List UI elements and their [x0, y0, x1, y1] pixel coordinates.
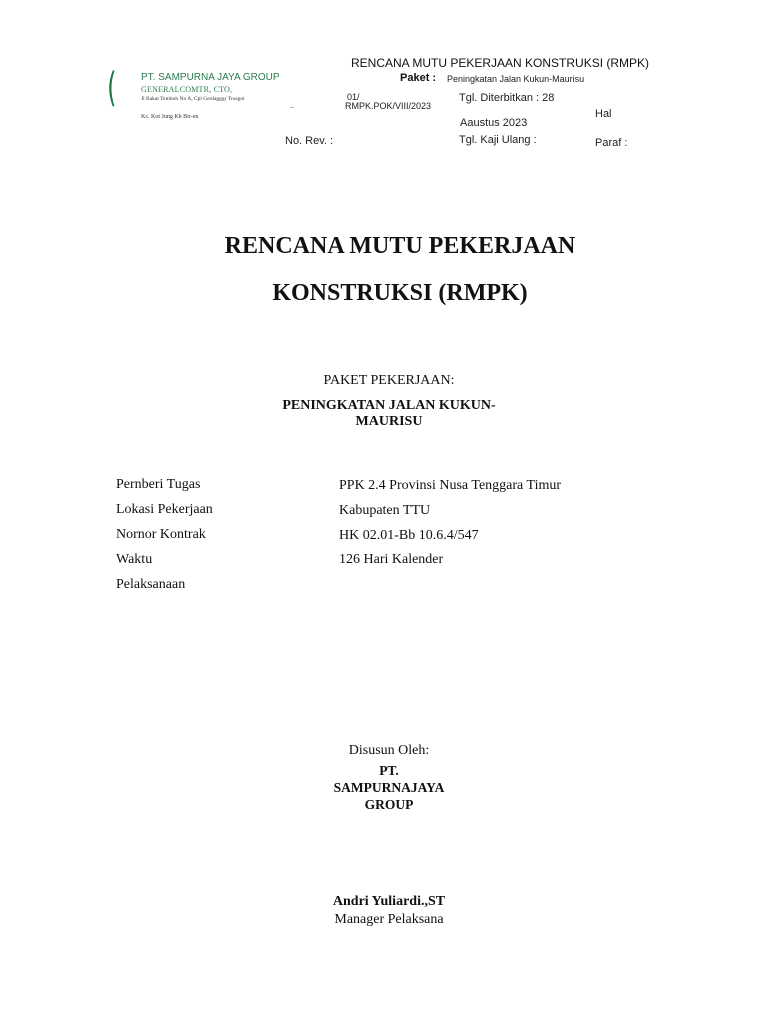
company-line-1: PT.: [379, 763, 399, 778]
header-page-label: Hal: [595, 108, 612, 120]
logo-company-name: PT. SAMPURNA JAYA GROUP: [141, 72, 280, 83]
header-dots: ..: [290, 101, 294, 110]
signer-role: Manager Pelaksana: [334, 912, 444, 927]
detail-label-lokasi: Lokasi Pekerjaan: [116, 502, 213, 517]
header-initials: Paraf :: [595, 137, 628, 149]
header-document-title: RENCANA MUTU PEKERJAAN KONSTRUKSI (RMPK): [351, 56, 650, 70]
header-paket-label: Paket :: [400, 72, 437, 84]
header-issue-date: Tgl. Diterbitkan : 28: [459, 92, 555, 104]
paket-pekerjaan-name: [0, 398, 768, 430]
paket-name-line-2: MAURISU: [355, 414, 423, 429]
header-issue-date-continued: Aaustus 2023: [460, 117, 528, 129]
detail-label-pemberi-tugas: Pernberi Tugas: [116, 477, 201, 492]
prepared-by-company: [0, 762, 768, 813]
detail-label-waktu: Waktu: [116, 552, 153, 567]
detail-value-pemberi-tugas: PPK 2.4 Provinsi Nusa Tenggara Timur: [339, 478, 562, 493]
paket-name-line-1: PENINGKATAN JALAN KUKUN-: [282, 398, 496, 413]
prepared-by-label: Disusun Oleh:: [348, 743, 430, 758]
header-paket-value: Peningkatan Jalan Kukun-Maurisu: [447, 74, 585, 84]
document-title-line-1: RENCANA MUTU PEKERJAAN: [224, 233, 576, 259]
logo-address-line-2: Kc. Kot Jung Kb Bir-en: [141, 114, 199, 120]
signer-name: Andri Yuliardi.,ST: [332, 894, 446, 909]
detail-value-lokasi: Kabupaten TTU: [339, 503, 431, 518]
header-revision-number: No. Rev. :: [285, 135, 334, 147]
company-line-2: SAMPURNAJAYA: [333, 780, 445, 795]
header-review-date: Tgl. Kaji Ulang :: [459, 134, 537, 146]
logo-tagline: GENERALCOMTR, CTO,: [141, 85, 233, 94]
detail-value-kontrak: HK 02.01-Bb 10.6.4/547: [339, 528, 479, 543]
detail-label-pelaksanaan: Pelaksanaan: [116, 577, 186, 592]
detail-value-waktu: 126 Hari Kalender: [339, 552, 444, 567]
detail-label-kontrak: Nornor Kontrak: [116, 527, 206, 542]
header-doc-number-line-2: RMPK.POK/VIII/2023: [345, 101, 432, 111]
logo-address-line-1: Jl Bakat Temboh No A, Cpl Geolagggr Trusgot: [141, 96, 245, 102]
document-title-line-2: KONSTRUKSI (RMPK): [272, 280, 528, 306]
paket-pekerjaan-label: PAKET PEKERJAAN:: [323, 373, 455, 388]
header-doc-number-line-1: 01/: [347, 92, 360, 102]
company-logo-bracket: (: [107, 65, 117, 111]
company-line-3: GROUP: [364, 797, 414, 812]
